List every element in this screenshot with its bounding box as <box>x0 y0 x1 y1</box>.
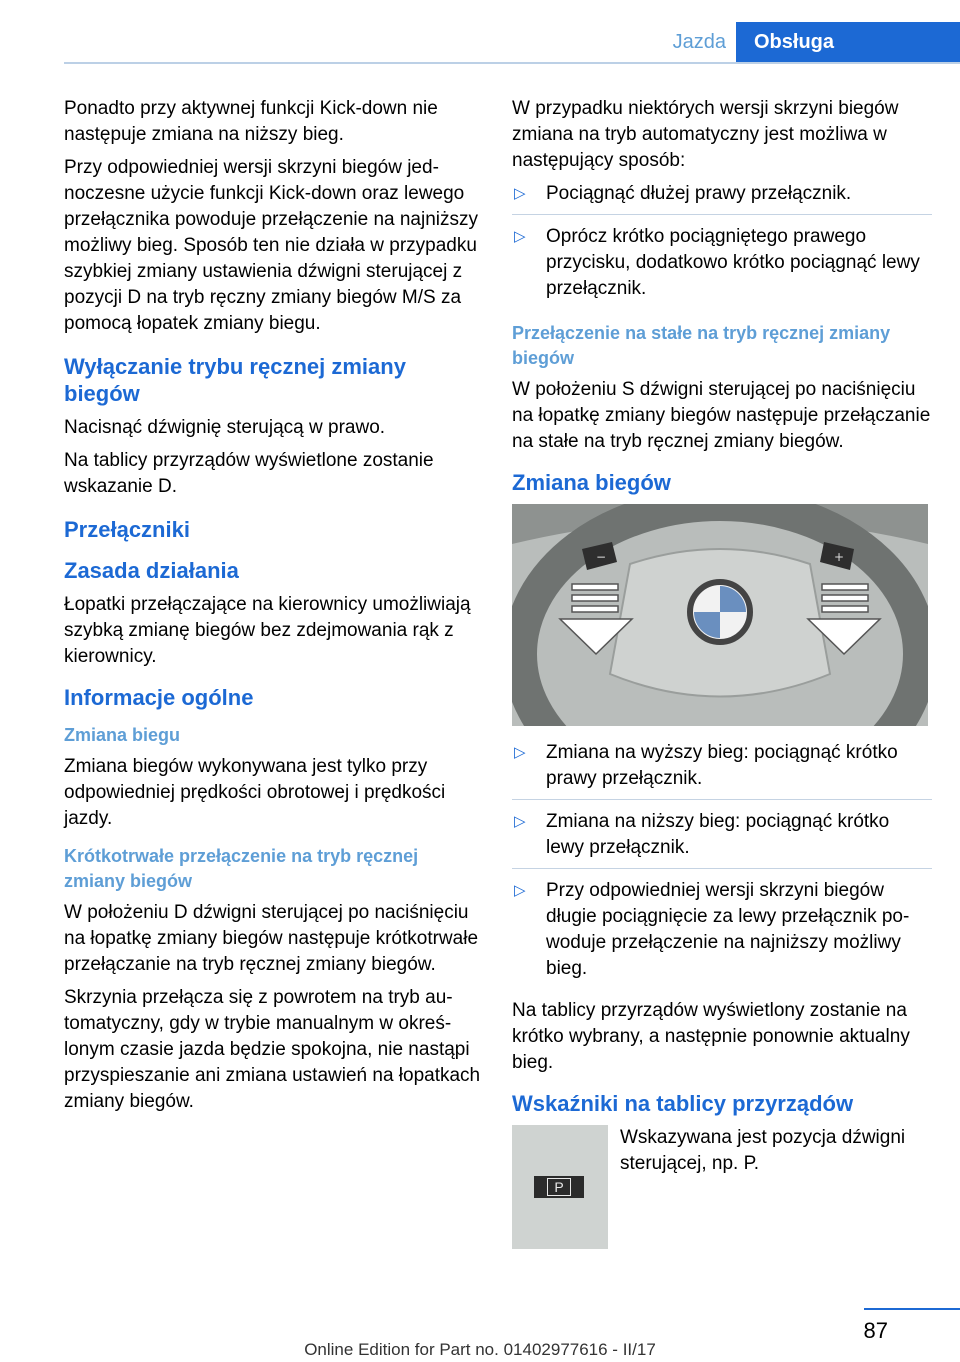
heading-zasada: Zasada działania <box>64 558 239 583</box>
heading-przelaczenie: Przełączenie na stałe na tryb ręcznej zmiany biegów <box>512 323 891 368</box>
heading-krotkotrwale: Krótkotrwałe przełączenie na tryb ręcznej zmiany biegów <box>64 846 419 891</box>
list-item: ▷ Pociągnąć dłużej prawy przełącznik. <box>512 181 932 215</box>
paragraph: Łopatki przełączające na kierownicy umożliwiają szybką zmianę biegów bez zdejmowania rąk z kierownicy. <box>64 594 471 667</box>
footer-edition: Online Edition for Part no. 01402977616 - II/17 <box>304 1340 656 1359</box>
paragraph: Ponadto przy aktywnej funkcji Kick-down nie następuje zmiana na niższy bieg. <box>64 98 438 145</box>
page-number: 87 <box>863 1318 888 1343</box>
paragraph: W przypadku niektórych wersji skrzyni biegów zmiana na tryb automatyczny jest możliwa w następujący sposób: <box>512 98 899 171</box>
indicator-description: Wskazywana jest pozycja dźwigni sterującej, np. P. <box>620 1127 906 1174</box>
triangle-bullet-icon: ▷ <box>514 185 526 202</box>
page-header <box>64 22 960 64</box>
list-item: ▷ Przy odpowiedniej wersji skrzyni biegów długie pociągnięcie za lewy przełącznik powoduje przełączenie na najniższy możliwy bieg. <box>514 880 910 979</box>
paragraph: Zmiana biegów wykonywana jest tylko przy odpowiedniej prędkości obrotowej i prędkości jazdy. <box>64 756 446 829</box>
list-item: ▷ Zmiana na niższy bieg: pociągnąć krótko lewy przełącznik. <box>512 809 932 869</box>
heading-wskazniki: Wskaźniki na tablicy przyrządów <box>512 1091 854 1116</box>
paragraph: Skrzynia przełącza się z powrotem na tryb automatyczny, gdy w trybie manualnym w określonym czasie jazda będzie spokojna, nie nastąpi przyspieszanie ani zmiana ustawień na łopatkach zmiany biegów. <box>64 987 481 1112</box>
section-tab-jazda[interactable]: Jazda <box>672 31 726 53</box>
right-column <box>512 96 932 1249</box>
left-column <box>64 96 484 1122</box>
list-item: ▷ Oprócz krótko pociągniętego prawego przycisku, dodatkowo krótko pociągnąć lewy przełącznik. <box>514 226 920 299</box>
instrument-cluster-indicator-image <box>512 1125 608 1249</box>
footer-divider <box>864 1308 960 1310</box>
list-item: ▷ Zmiana na wyższy bieg: pociągnąć krótko prawy przełącznik. <box>512 740 932 800</box>
triangle-bullet-icon: ▷ <box>514 813 526 830</box>
section-tab-obsluga[interactable]: Obsługa <box>736 22 960 62</box>
steering-wheel-image <box>512 504 928 726</box>
paragraph: Nacisnąć dźwignię sterującą w prawo. <box>64 417 386 438</box>
triangle-bullet-icon: ▷ <box>514 744 526 761</box>
heading-przelaczniki: Przełączniki <box>64 517 190 542</box>
gear-indicator: P <box>534 1176 584 1198</box>
triangle-bullet-icon: ▷ <box>514 882 526 899</box>
list-gear-change <box>512 740 932 989</box>
heading-zmiana-biegow: Zmiana biegów <box>512 470 671 495</box>
heading-zmiana-biegu: Zmiana biegu <box>64 725 181 745</box>
paragraph: W położeniu D dźwigni sterującej po naciśnięciu na łopatkę zmiany biegów następuje krótkotrwałe przełączanie na tryb ręcznej zmiany biegów. <box>64 902 479 975</box>
list-automatic <box>512 181 932 309</box>
heading-wylaczanie: Wyłączanie trybu ręcznej zmiany biegów <box>64 354 406 406</box>
paddle-plus-label: + <box>834 550 845 564</box>
triangle-bullet-icon: ▷ <box>514 228 526 245</box>
paragraph: Przy odpowiedniej wersji skrzyni biegów jednoczesne użycie funkcji Kick-down oraz lewego przełącznika powoduje przełączenie na najniższy możliwy bieg. Sposób ten nie działa w przypadku szybkiej zmiany ustawienia dźwigni sterującej z pozycji D na tryb ręczny zmiany biegów M/S za pomocą łopatek zmiany biegu. <box>64 157 479 334</box>
heading-informacje: Informacje ogólne <box>64 685 254 710</box>
paragraph: Na tablicy przyrządów wyświetlone zostanie wskazanie D. <box>64 450 434 497</box>
paragraph: Na tablicy przyrządów wyświetlony zostanie na krótko wybrany, a następnie ponownie aktualny bieg. <box>512 1000 910 1073</box>
indicator-block <box>512 1125 932 1249</box>
paddle-minus-label: − <box>596 550 607 564</box>
paragraph: W położeniu S dźwigni sterującej po naciśnięciu na łopatkę zmiany biegów następuje przełączanie na stałe na tryb ręcznej zmiany biegów. <box>512 379 931 452</box>
